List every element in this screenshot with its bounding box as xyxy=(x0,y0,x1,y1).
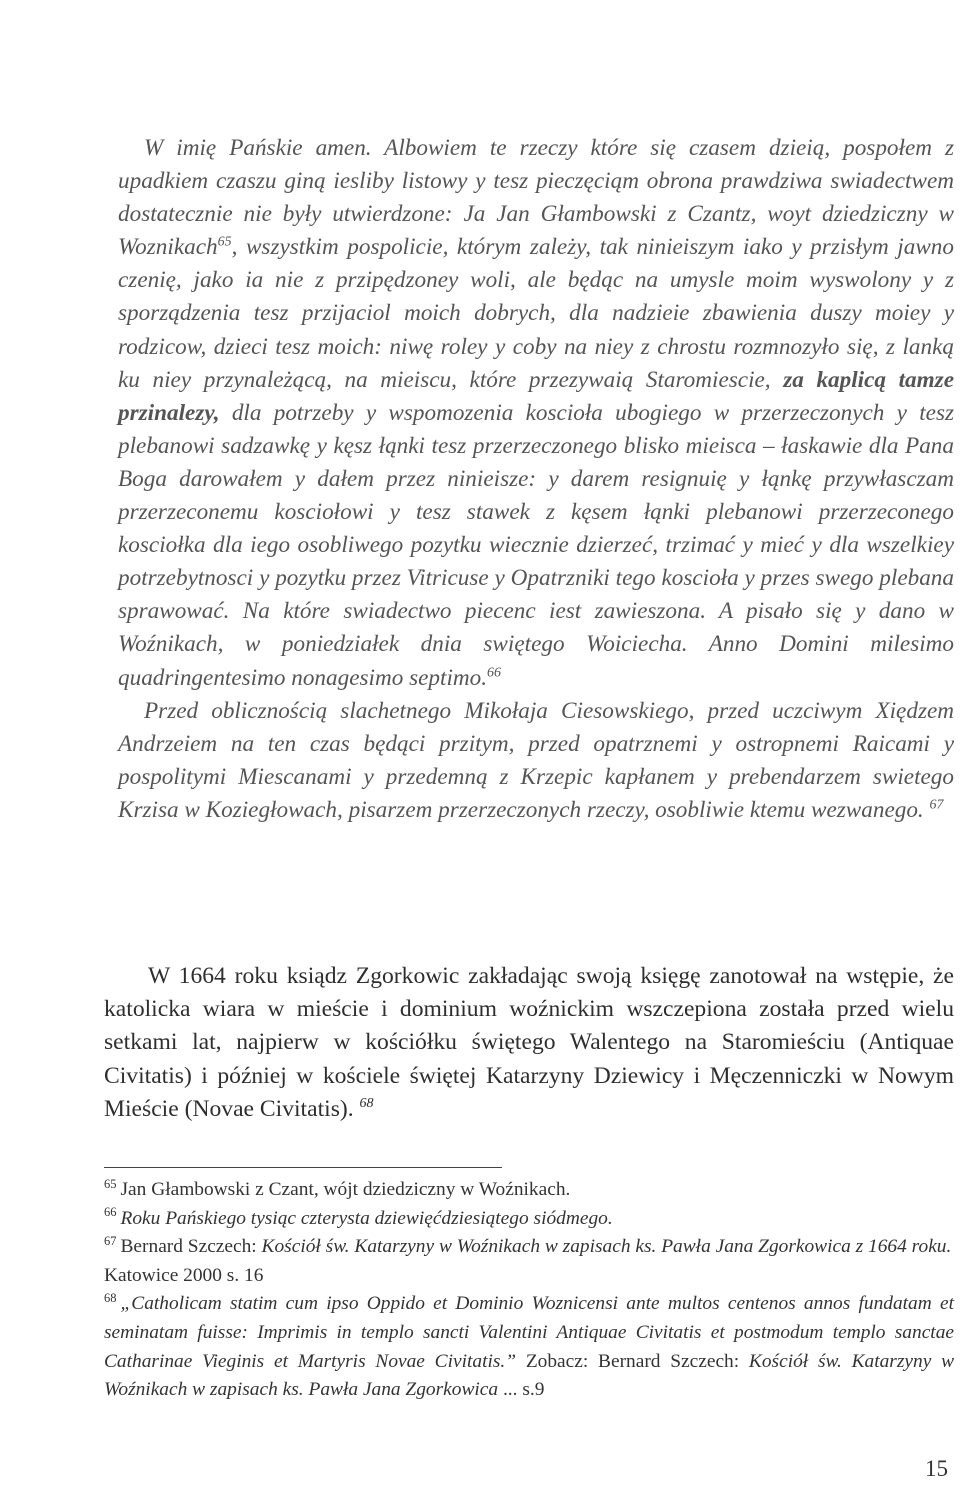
footnote-book-title: Kościół św. Katarzyny w Woźnikach w zapisach ks. Pawła Jana Zgorkowica z 1664 roku. xyxy=(261,1236,952,1258)
footnote-66 xyxy=(104,1205,954,1234)
footnote-ref-67: 67 xyxy=(929,797,944,813)
footnote-68 xyxy=(104,1290,954,1404)
footnote-text: Bernard Szczech: xyxy=(120,1236,262,1258)
footnotes xyxy=(104,1176,954,1405)
footnote-text: ... s.9 xyxy=(498,1379,545,1401)
body-text: W 1664 roku ksiądz Zgorkowic zakładając swoją księgę zanotował na wstępie, że katolicka wiara w mieście i dominium woźnickim wszczepiona została przed wielu setkami lat, najpierw w kościółku świętego Walentego na Staromieściu (Antiquae Civitatis) i później w kościele świętej Katarzyny Dziewicy i Męczenniczki w Nowym Mieście (Novae Civitatis). xyxy=(104,963,954,1122)
footnote-ref-66: 66 xyxy=(487,664,502,680)
footnote-ref-68: 68 xyxy=(359,1095,374,1111)
footnote-latin-quote: „Catholicam statim cum ipso Oppido et Dominio Woznicensi ante multos centenos annos fundatam et seminatam fuisse: Imprimis in templo sancti Valentini Antiquae Civitatis et postmodum templo sanctae Catharinae Vieginis et Martyris Novae Civitatis.” xyxy=(104,1293,954,1372)
quote-text: dla potrzeby y wspomozenia koscioła ubogiego w przerzeczonych y tesz plebanowi sadzawkę y kęsz łąnki tesz przerzeczonego blisko mieisca – łaskawie dla Pana Boga darowałem y dałem przez ninieisze: y darem resignuię y łąnkę przywłasczam przerzeconemu kosciołowi y tesz stawek z kęsem łąnki plebanowi przerzeconego kosciołka dla iego osobliwego pozytku wiecznie dzierzeć, trzimać y mieć y dla wszelkiey potrzebytnosci y pozytku przez Vitricuse y Opatrzniki tego koscioła y przes swego plebana sprawować. Na które swiadectwo piecenc iest zawieszona. A pisało się y dano w Woźnikach, w poniedziałek dnia swiętego Woiciecha. Anno Domini milesimo quadringentesimo nonagesimo septimo. xyxy=(118,399,954,691)
footnote-number: 68 xyxy=(104,1290,117,1305)
footnote-number: 67 xyxy=(104,1233,117,1248)
footnote-text: Katowice 2000 s. 16 xyxy=(104,1264,264,1286)
quote-paragraph-1 xyxy=(118,132,954,695)
quote-text: W imię Pańskie amen. Albowiem te rzeczy które się czasem dzieią, pospołem z upadkiem czaszu giną iesliby listowy y tesz pieczęciąm obrona prawdziwa swiadectwem dostatecznie nie były utwierdzone: Ja Jan Głambowski z Czantz, woyt dziedziczny w Woznikach xyxy=(118,135,954,261)
quote-bold-text: za kaplicą tamze przinalezy, xyxy=(118,366,954,426)
footnote-number: 66 xyxy=(104,1205,117,1220)
quote-text: , wszystkim pospolicie, którym zależy, tak ninieiszym iako y przisłym jawno czenię, jako ia nie z przipędzoney woli, ale będąc na umysle moim wyswolony y z sporządzenia tesz przijaciol moich dobrych, dla nadzieie zbawienia duszy moiey y rodzicow, dzieci tesz moich: niwę roley y coby na niey z chrostu rozmnozyło się, z lanką ku niey przynależącą, na mieiscu, które przezywaią Staromiescie, xyxy=(118,234,954,393)
footnote-text: Zobacz: Bernard Szczech: xyxy=(516,1350,749,1372)
body-paragraph-text xyxy=(104,960,954,1126)
page-number: 15 xyxy=(925,1456,948,1481)
historical-quote xyxy=(118,132,954,827)
footnote-text: Jan Głambowski z Czant, wójt dziedziczny w Woźnikach. xyxy=(120,1179,571,1200)
footnote-65 xyxy=(104,1176,954,1205)
footnote-67 xyxy=(104,1233,954,1290)
footnote-ref-65: 65 xyxy=(217,234,232,250)
footnote-text: Roku Pańskiego tysiąc czterysta dziewięćdziesiątego siódmego. xyxy=(120,1207,613,1229)
footnote-separator xyxy=(104,1167,502,1168)
footnote-number: 65 xyxy=(104,1176,117,1191)
footnote-book-title: Kościół św. Katarzyny w Woźnikach w zapisach ks. Pawła Jana Zgorkowica xyxy=(104,1350,955,1401)
quote-text: Przed oblicznością slachetnego Mikołaja Ciesowskiego, przed uczciwym Xiędzem Andrzeiem na ten czas będąci przitym, przed opatrznemi y ostropnemi Raicami y pospolitymi Miescanami y przedemną z Krzepic kapłanem y prebendarzem swietego Krzisa w Koziegłowach, pisarzem przerzeczonych rzeczy, osobliwie ktemu wezwanego. xyxy=(118,697,954,823)
body-paragraph xyxy=(104,960,954,1126)
quote-paragraph-2 xyxy=(118,695,954,827)
